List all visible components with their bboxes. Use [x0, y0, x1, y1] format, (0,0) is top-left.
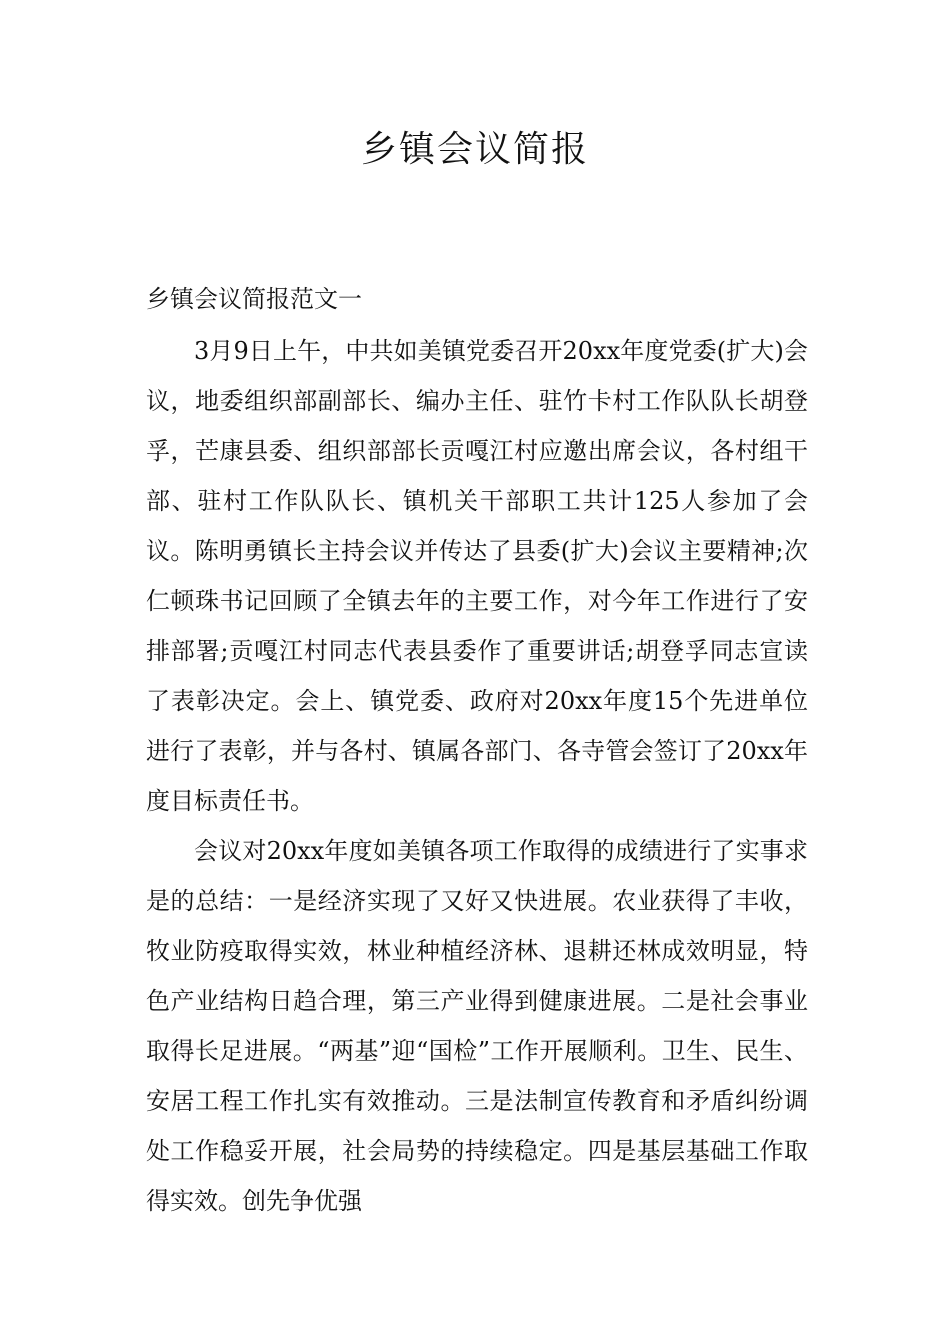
paragraph-1: 3月9日上午，中共如美镇党委召开20xx年度党委(扩大)会议，地委组织部副部长、编办主任、驻竹卡村工作队队长胡登孚，芒康县委、组织部部长贡嘎江村应邀出席会议，各村组干部、驻村工作队队长、镇机关干部职工共计125人参加了会议。陈明勇镇长主持会议并传达了县委(扩大)会议主要精神;次仁顿珠书记回顾了全镇去年的主要工作，对今年工作进行了安排部署;贡嘎江村同志代表县委作了重要讲话;胡登孚同志宣读了表彰决定。会上、镇党委、政府对20xx年度15个先进单位进行了表彰，并与各村、镇属各部门、各寺管会签订了20xx年度目标责任书。 — [146, 337, 808, 815]
document-title: 乡镇会议简报 — [360, 129, 589, 170]
paragraph-2: 会议对20xx年度如美镇各项工作取得的成绩进行了实事求是的总结：一是经济实现了又好又快进展。农业获得了丰收，牧业防疫取得实效，林业种植经济林、退耕还林成效明显，特色产业结构日趋合理，第三产业得到健康进展。二是社会事业取得长足进展。“两基”迎“国检”工作开展顺利。卫生、民生、安居工程工作扎实有效推动。三是法制宣传教育和矛盾纠纷调处工作稳妥开展，社会局势的持续稳定。四是基层基础工作取得实效。创先争优强 — [146, 837, 808, 1215]
section-heading: 乡镇会议简报范文一 — [146, 285, 362, 313]
document-body — [146, 272, 808, 1226]
